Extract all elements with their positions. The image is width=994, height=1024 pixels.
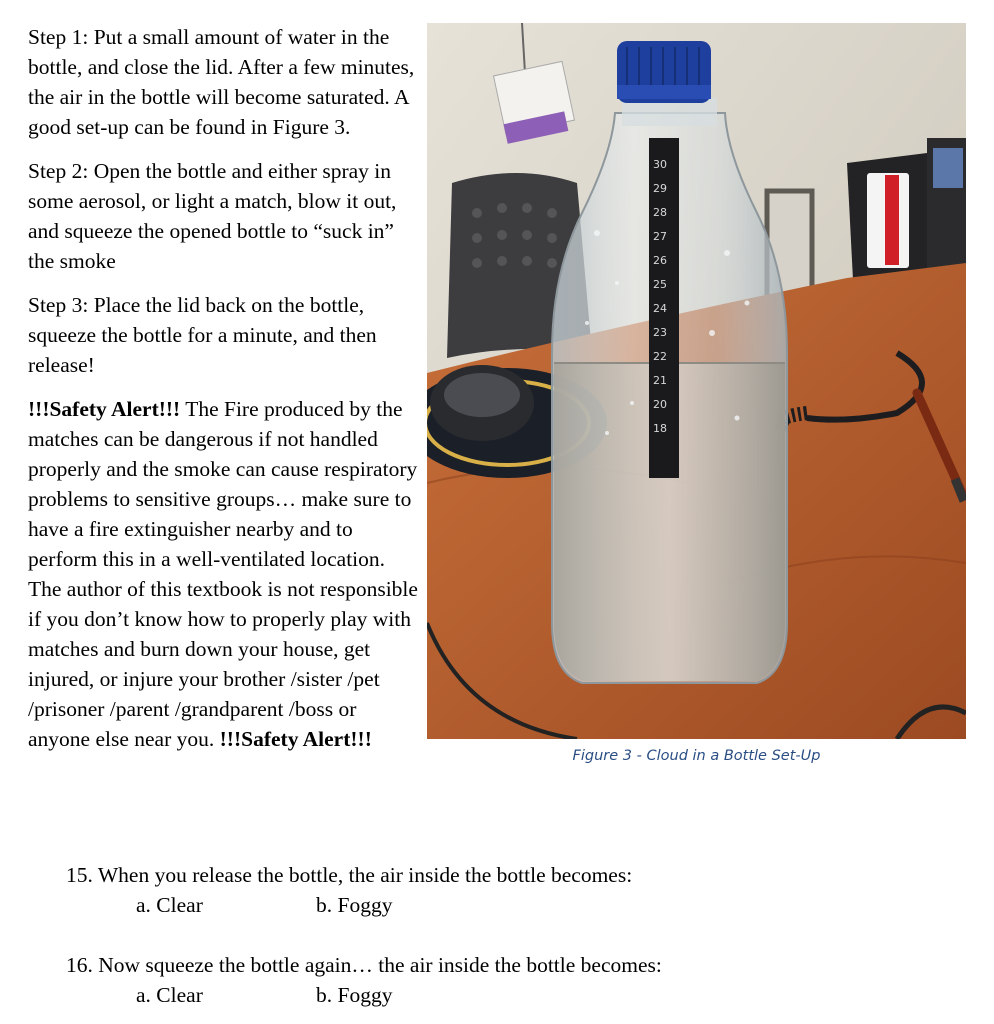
- question-16: [66, 950, 662, 1010]
- bottle-photo: [427, 23, 966, 739]
- safety-alert-text: The Fire produced by the matches can be dangerous if not handled properly and the smoke can cause respiratory problems to sensitive groups… make sure to have a fire extinguisher nearby and to perform this in a well-ventilated location. The author of this textbook is not responsible if you don’t know how to properly play with matches and burn down your house, get injured, or injure your brother /sister /pet /prisoner /parent /grandparent /boss or anyone else near you.: [28, 397, 418, 751]
- thermometer-mark: 22: [653, 350, 667, 363]
- questions: [66, 860, 662, 1010]
- question-16-option-b[interactable]: b. Foggy: [316, 983, 393, 1007]
- step-3: Step 3: Place the lid back on the bottle, squeeze the bottle for a minute, and then release!: [28, 293, 377, 377]
- question-15-stem: 15. When you release the bottle, the air inside the bottle becomes:: [66, 863, 633, 887]
- thermometer-mark: 20: [653, 398, 667, 411]
- thermometer-mark: 30: [653, 158, 667, 171]
- safety-alert: [28, 394, 418, 754]
- question-15-option-b[interactable]: b. Foggy: [316, 893, 393, 917]
- thermometer-mark: 27: [653, 230, 667, 243]
- question-15-option-a[interactable]: a. Clear: [136, 893, 203, 917]
- thermometer-mark: 23: [653, 326, 667, 339]
- thermometer-mark: 21: [653, 374, 667, 387]
- question-16-stem: 16. Now squeeze the bottle again… the air inside the bottle becomes:: [66, 953, 662, 977]
- safety-alert-label-end: !!!Safety Alert!!!: [219, 727, 372, 751]
- thermometer-mark: 25: [653, 278, 667, 291]
- thermometer-mark: 24: [653, 302, 667, 315]
- instructions: [28, 22, 418, 768]
- thermometer-mark: 28: [653, 206, 667, 219]
- question-16-option-a[interactable]: a. Clear: [136, 983, 203, 1007]
- figure-caption: Figure 3 - Cloud in a Bottle Set-Up: [572, 748, 821, 764]
- thermometer-mark: 29: [653, 182, 667, 195]
- safety-alert-label: !!!Safety Alert!!!: [28, 397, 181, 421]
- thermometer-mark: 26: [653, 254, 667, 267]
- step-1: Step 1: Put a small amount of water in the bottle, and close the lid. After a few minutes, the air in the bottle will become saturated. A good set-up can be found in Figure 3.: [28, 25, 415, 139]
- thermometer-mark: 18: [653, 422, 667, 435]
- question-15: [66, 860, 662, 920]
- step-2: Step 2: Open the bottle and either spray in some aerosol, or light a match, blow it out, and squeeze the opened bottle to “suck in” the smoke: [28, 159, 397, 273]
- figure-photo: [427, 23, 966, 739]
